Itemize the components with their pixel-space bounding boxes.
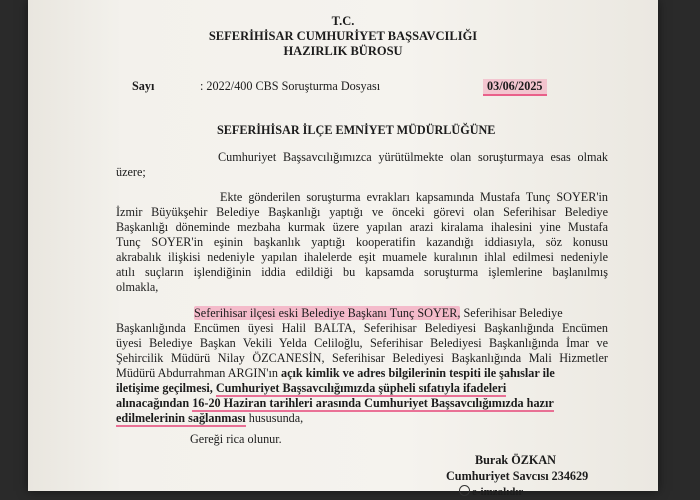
document-date: 03/06/2025 [483, 79, 547, 96]
sayi-label: Sayı [132, 79, 155, 93]
recipient: SEFERİHİSAR İLÇE EMNİYET MÜDÜRLÜĞÜNE [217, 123, 496, 137]
header-office: SEFERİHİSAR CUMHURİYET BAŞSAVCILIĞI [208, 29, 478, 43]
header-bureau: HAZIRLIK BÜROSU [283, 44, 403, 58]
signature-name: Burak ÖZKAN [475, 453, 556, 467]
body-p3-line-2: Başkanlığında Encümen üyesi Halil BALTA, Seferihisar Belediyesi Başkanlığında Encümen [116, 321, 608, 335]
body-p3-line-7: alınacağından 16-20 Haziran tarihleri arasında Cumhuriyet Başsavcılığımızda hazır [116, 396, 554, 410]
signature-title: Cumhuriyet Savcısı 234629 [446, 469, 589, 483]
closing: Gereği rica olunur. [190, 432, 282, 446]
body-p3-line-6: iletişime geçilmesi, Cumhuriyet Başsavcılığımızda şüpheli sıfatıyla ifadeleri [116, 381, 507, 395]
body-p3-line-8: edilmelerinin sağlanması hususunda, [116, 411, 304, 425]
body-p2-line-3: Başkanlığı döneminde mezbaha kurmak üzere yapılan arazi kiralama ihalesini yine Mustafa [116, 220, 608, 234]
underline-supheli: Cumhuriyet Başsavcılığımızda şüpheli sıfatıyla ifadeleri [215, 381, 507, 395]
highlight-soyer: Seferihisar ilçesi eski Belediye Başkanı Tunç SOYER, [194, 306, 461, 320]
sayi-value: : 2022/400 CBS Soruşturma Dosyası [200, 79, 381, 93]
body-p1-line-2: üzere; [116, 165, 146, 179]
body-p3-line-5: Müdürü Abdurrahman ARGIN'ın açık kimlik ve adres bilgilerinin tespiti ile şahıslar ile [116, 366, 555, 380]
body-p2-line-1: Ekte gönderilen soruşturma evrakları kapsamında Mustafa Tunç SOYER'in [220, 190, 608, 204]
header-tc: T.C. [331, 14, 355, 28]
esign: e-imzalıdır [459, 484, 523, 500]
body-p1-line-1: Cumhuriyet Başsavcılığımızca yürütülmekte olan soruşturmaya esas olmak [218, 150, 608, 164]
body-p3-line-1: Seferihisar ilçesi eski Belediye Başkanı Tunç SOYER, Seferihisar Belediye [194, 306, 563, 320]
underline-saglanmasi: edilmelerinin sağlanması [116, 411, 246, 425]
body-p3-line-4: Şehircilik Müdürü Nilay ÖZCANESİN, Seferihisar Belediyesi Başkanlığında Mali Hizmetler [116, 351, 608, 365]
body-p3-line-3: üyesi Belediye Başkan Vekili Yelda Celiloğlu, Seferihisar Belediyesi Başkanlığında İmar ve [116, 336, 608, 350]
body-p2-line-6: atılı suçların işlendiğinin iddia edildiği bu kapsamda soruşturma işlemlerine başlanılmış [116, 265, 608, 279]
document-page [28, 0, 658, 498]
body-p2-line-4: Tunç SOYER'in eşinin başkanlık yaptığı kooperatifin kazandığı iddiasıyla, söz konusu [116, 235, 608, 249]
underline-dates: 16-20 Haziran tarihleri arasında Cumhuriyet Başsavcılığımızda hazır [192, 396, 554, 410]
body-p2-line-2: İzmir Büyükşehir Belediye Başkanlığı yaptığı ve önceki görevi olan Seferihisar Belediye [116, 205, 608, 219]
body-p2-line-7: olmakla, [116, 280, 159, 294]
body-p2-line-5: akrabalık ilişkisi nedeniyle yapılan ihalelerde eşit muamele kuralının ihlal edilmesi nedeniyle [116, 250, 608, 264]
